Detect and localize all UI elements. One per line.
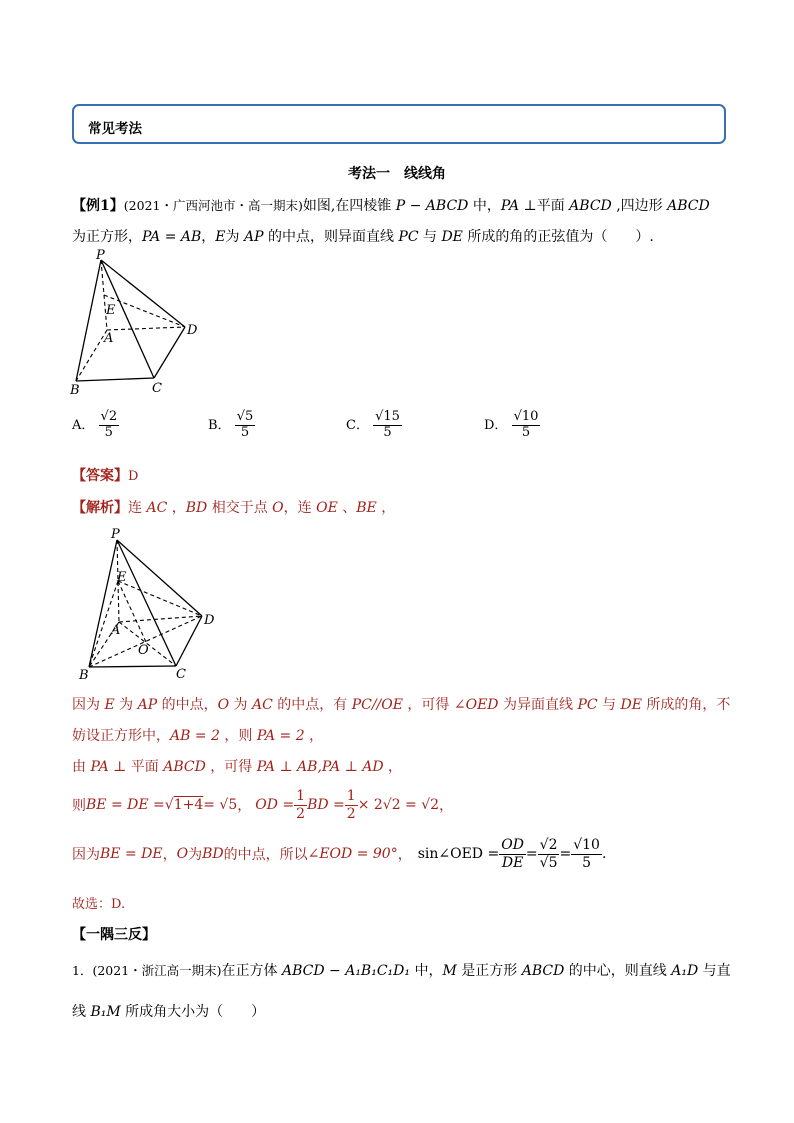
label-B: B: [79, 668, 89, 683]
option-fraction: [235, 410, 256, 441]
fraction-half: [294, 788, 307, 821]
analysis-tag: 【解析】: [72, 500, 128, 516]
text: ，: [201, 229, 216, 245]
math: ABCD: [521, 963, 565, 979]
math: O: [217, 697, 230, 713]
math: ∠EOD = 90°: [307, 846, 398, 862]
label-P: P: [111, 527, 120, 542]
math: OD =: [255, 797, 295, 813]
math: PC//OE: [351, 697, 403, 713]
edge-ED: [118, 581, 202, 616]
math: BD: [185, 500, 208, 516]
text: 的中点，则异面直线: [263, 229, 399, 245]
math: BE = DE =: [86, 797, 165, 813]
label-E: E: [117, 570, 127, 585]
math: sin∠OED =: [417, 846, 500, 862]
text: 的中点，: [157, 697, 218, 713]
text: 所成角大小为（ ）: [120, 1004, 266, 1020]
math: PA ⊥: [500, 198, 537, 214]
text: 的中点，有: [272, 697, 352, 713]
math: DE: [441, 229, 463, 245]
fraction-root2-root5: [538, 837, 560, 870]
math: = √5: [203, 797, 238, 813]
numerator: 1: [296, 788, 306, 805]
text: 与直: [698, 963, 731, 979]
option-letter: A．: [72, 417, 95, 433]
math: O: [272, 500, 284, 516]
option-letter: C．: [346, 417, 369, 433]
text: 与: [418, 229, 442, 245]
denominator: DE: [501, 854, 524, 871]
text: ，: [383, 759, 403, 775]
analysis-line: [72, 497, 395, 517]
edge-AD: [119, 616, 202, 622]
edge-ED: [104, 295, 185, 327]
label-O: O: [138, 643, 149, 658]
text: 为: [229, 697, 252, 713]
numerator: √10: [573, 837, 600, 854]
fraction-od-de: [499, 837, 526, 870]
text: 线: [72, 1004, 91, 1020]
math: ABCD: [667, 198, 710, 214]
math: PC: [398, 229, 419, 245]
option-C: [346, 410, 402, 441]
text: 在正方体: [221, 963, 282, 979]
numerator: √5: [236, 409, 254, 424]
math: PA ⊥: [90, 759, 127, 775]
math: O: [176, 846, 189, 862]
math: DE: [620, 697, 642, 713]
option-A: [72, 410, 119, 441]
text: ，可得: [402, 697, 454, 713]
text: 因为: [72, 697, 105, 713]
edge-EO: [118, 581, 146, 642]
math: AC: [146, 500, 168, 516]
answer-value: D: [128, 469, 139, 484]
text: 是正方形: [456, 963, 522, 979]
option-D: [484, 410, 540, 441]
text: ，连: [283, 500, 317, 516]
solution-choose: 故选：D.: [72, 897, 126, 912]
practice-question-line-2: [72, 1001, 265, 1021]
label-D: D: [204, 613, 215, 628]
math: OE: [316, 500, 338, 516]
option-fraction: [373, 410, 402, 441]
math: BE: [356, 500, 377, 516]
denominator: 5: [104, 424, 113, 440]
math: P − ABCD: [395, 198, 469, 214]
numerator: OD: [501, 837, 524, 854]
numerator: √15: [375, 409, 400, 424]
example-tag: 【例1】: [72, 198, 124, 214]
text: 连: [128, 500, 147, 516]
math: .: [601, 846, 607, 862]
option-B: [208, 410, 255, 441]
edge-BC: [76, 378, 154, 381]
option-fraction: [99, 410, 120, 441]
solution-line-5: [72, 832, 606, 876]
text: 因为: [72, 847, 100, 863]
label-B: B: [70, 383, 80, 398]
example-source: (2021・广西河池市・高一期末): [123, 198, 303, 213]
text: 与: [597, 697, 621, 713]
text: 妨设正方形中，: [72, 728, 170, 744]
numerator: 1: [346, 788, 356, 805]
text: 为异面直线: [498, 697, 578, 713]
text: 为: [225, 229, 244, 245]
text: 平面: [536, 198, 570, 214]
text: 中，: [410, 963, 443, 979]
example-line-1: [72, 195, 710, 215]
text: 为: [114, 697, 138, 713]
denominator: 5: [521, 424, 531, 440]
label-P: P: [96, 248, 105, 263]
edge-BC: [89, 666, 176, 667]
math: B₁M: [90, 1004, 121, 1020]
math: BE = DE: [100, 846, 163, 862]
text: 的中点，所以: [223, 847, 308, 863]
math: M: [442, 963, 457, 979]
text: 相交于点: [207, 500, 273, 516]
math: A₁D: [671, 963, 699, 979]
text: ，可得: [205, 759, 257, 775]
practice-question-line-1: [72, 960, 731, 980]
math: ABCD: [569, 198, 612, 214]
label-A: A: [111, 623, 121, 638]
math: AP: [243, 229, 264, 245]
denominator: 5: [383, 424, 392, 440]
edge-PD: [117, 540, 202, 616]
math: × 2√2 = √2: [357, 797, 440, 813]
solution-line-1: [72, 694, 730, 714]
label-C: C: [152, 381, 162, 396]
edge-CD: [176, 616, 202, 666]
practice-tag: 【一隅三反】: [72, 927, 156, 943]
text: ，: [167, 500, 186, 516]
text: ，: [162, 847, 177, 863]
label-A: A: [104, 331, 114, 346]
numerator: √2: [100, 409, 118, 424]
text: ，: [376, 500, 396, 516]
math: ABCD − A₁B₁C₁D₁: [281, 963, 410, 979]
solution-line-4: [72, 783, 453, 827]
label-E: E: [106, 303, 116, 318]
label-D: D: [187, 323, 198, 338]
fraction-root10-5: [571, 837, 602, 870]
numerator: √2: [539, 837, 558, 854]
text: 平面: [126, 759, 164, 775]
pyramid-figure-2: [72, 524, 222, 684]
edge-PB: [76, 260, 101, 381]
example-line-2: [72, 226, 654, 246]
math: PA = 2: [256, 728, 305, 744]
option-letter: D．: [484, 417, 508, 433]
math: E: [215, 229, 226, 245]
math: AP: [137, 697, 158, 713]
sqrt-sign: √: [164, 797, 174, 813]
text: ，则: [219, 728, 257, 744]
math: AB = 2: [170, 728, 220, 744]
solution-line-3: [72, 756, 402, 776]
edge-PC: [101, 260, 154, 378]
text: ，: [439, 798, 454, 814]
method-title: 考法一 线线角: [348, 166, 446, 182]
text: ,四边形: [611, 198, 668, 214]
text: 则: [72, 798, 86, 814]
answer-tag: 【答案】: [72, 468, 128, 484]
answer-line: [72, 465, 138, 485]
math: E: [104, 697, 115, 713]
option-letter: B．: [208, 417, 231, 433]
math: PA ⊥ AB,PA ⊥ AD: [256, 759, 384, 775]
edge-CD: [154, 327, 185, 378]
radicand: 1+4: [173, 797, 204, 813]
math: ABCD: [163, 759, 206, 775]
numerator: √10: [513, 409, 539, 424]
text: 所成的角，不: [641, 697, 731, 713]
label-C: C: [176, 667, 186, 682]
denominator: 2: [296, 805, 306, 822]
denominator: 5: [582, 854, 592, 871]
edge-AD: [107, 327, 185, 330]
math: AC: [251, 697, 273, 713]
text: 由: [72, 759, 91, 775]
question-source: 1．(2021・浙江高一期末): [72, 963, 222, 978]
fraction-half: [345, 788, 358, 821]
option-fraction: [512, 410, 541, 441]
math: PA = AB: [142, 229, 202, 245]
pyramid-figure-1: [66, 248, 206, 398]
text: ，: [237, 798, 252, 814]
math: BD: [202, 846, 224, 862]
section-header-box: [72, 104, 726, 144]
math: BD =: [307, 797, 345, 813]
text: ，: [397, 847, 412, 863]
text: 的中心，则直线: [564, 963, 672, 979]
section-title: 常见考法: [88, 121, 142, 137]
text: 中，: [468, 198, 501, 214]
denominator: √5: [539, 854, 558, 871]
math: =: [525, 846, 538, 862]
text: ，: [304, 728, 324, 744]
text: 为: [188, 847, 203, 863]
math: ∠OED: [453, 697, 499, 713]
solution-line-2: [72, 725, 323, 745]
text: 如图,在四棱锥: [302, 198, 396, 214]
denominator: 2: [346, 805, 356, 822]
denominator: 5: [240, 424, 250, 440]
math: PC: [577, 697, 598, 713]
text: 、: [337, 500, 357, 516]
math: =: [559, 846, 572, 862]
text: 所成的角的正弦值为（ ）.: [462, 229, 654, 245]
edge-PB: [89, 540, 117, 667]
text: 为正方形，: [72, 229, 142, 245]
